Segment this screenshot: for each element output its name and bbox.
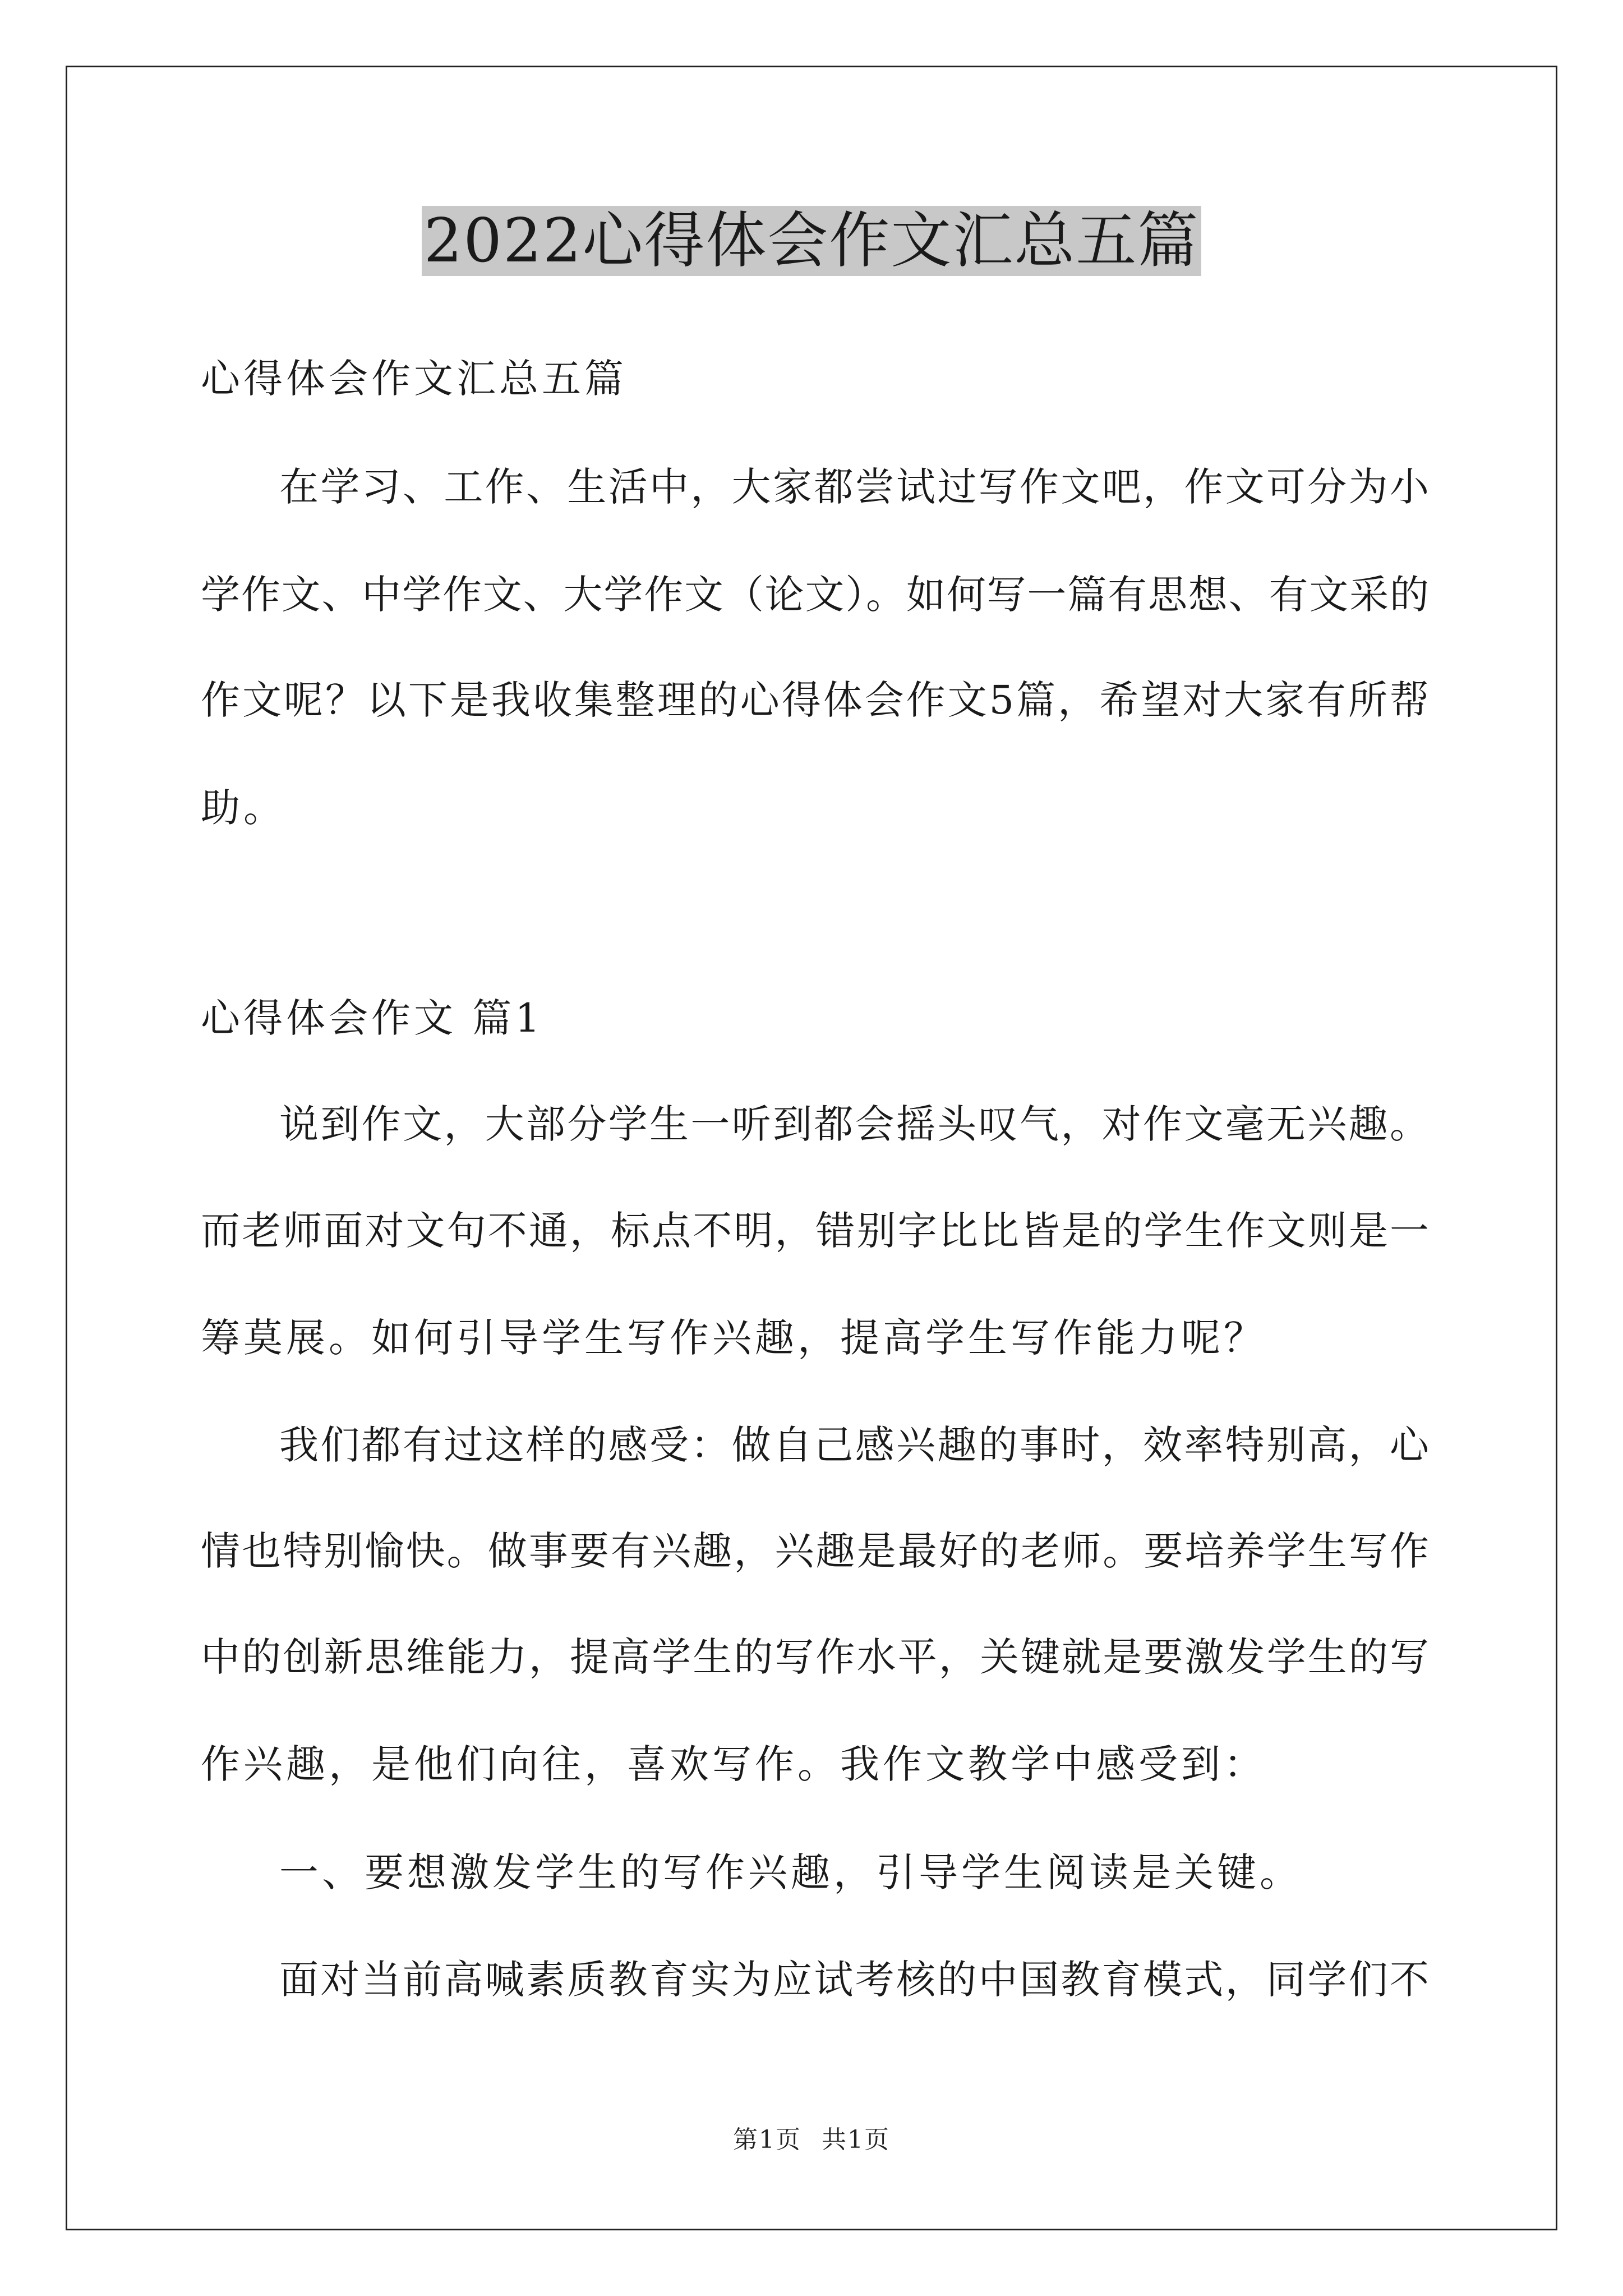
paragraph-line: 在学习、工作、生活中，大家都尝试过写作文吧，作文可分为小 [279, 464, 1429, 510]
section-heading: 心得体会作文 篇1 [201, 995, 543, 1041]
paragraph-line: 作兴趣，是他们向往，喜欢写作。我作文教学中感受到： [201, 1741, 1266, 1787]
section-heading: 心得体会作文汇总五篇 [201, 356, 627, 402]
paragraph-line: 情也特别愉快。做事要有兴趣，兴趣是最好的老师。要培养学生写作 [201, 1528, 1429, 1574]
paragraph-line: 说到作文，大部分学生一听到都会摇头叹气，对作文毫无兴趣。 [279, 1101, 1429, 1147]
paragraph-line: 作文呢？以下是我收集整理的心得体会作文5篇，希望对大家有所帮 [201, 677, 1429, 723]
document-title [0, 202, 1623, 280]
paragraph-line: 助。 [201, 785, 286, 831]
page-footer [0, 2123, 1623, 2157]
page-number-current: 第1页 [733, 2125, 801, 2154]
page-number-total: 共1页 [822, 2125, 890, 2154]
paragraph-line: 筹莫展。如何引导学生写作兴趣，提高学生写作能力呢？ [201, 1315, 1266, 1361]
paragraph-line: 学作文、中学作文、大学作文（论文）。如何写一篇有思想、有文采的 [201, 572, 1429, 618]
paragraph-line: 一、要想激发学生的写作兴趣，引导学生阅读是关键。 [279, 1849, 1302, 1895]
paragraph-line: 中的创新思维能力，提高学生的写作水平，关键就是要激发学生的写 [201, 1634, 1429, 1680]
paragraph-line: 面对当前高喊素质教育实为应试考核的中国教育模式，同学们不 [279, 1957, 1429, 2003]
paragraph-line: 而老师面对文句不通，标点不明，错别字比比皆是的学生作文则是一 [201, 1208, 1429, 1254]
document-title-text: 2022心得体会作文汇总五篇 [422, 206, 1202, 276]
paragraph-line: 我们都有过这样的感受：做自己感兴趣的事时，效率特别高，心 [279, 1422, 1429, 1468]
